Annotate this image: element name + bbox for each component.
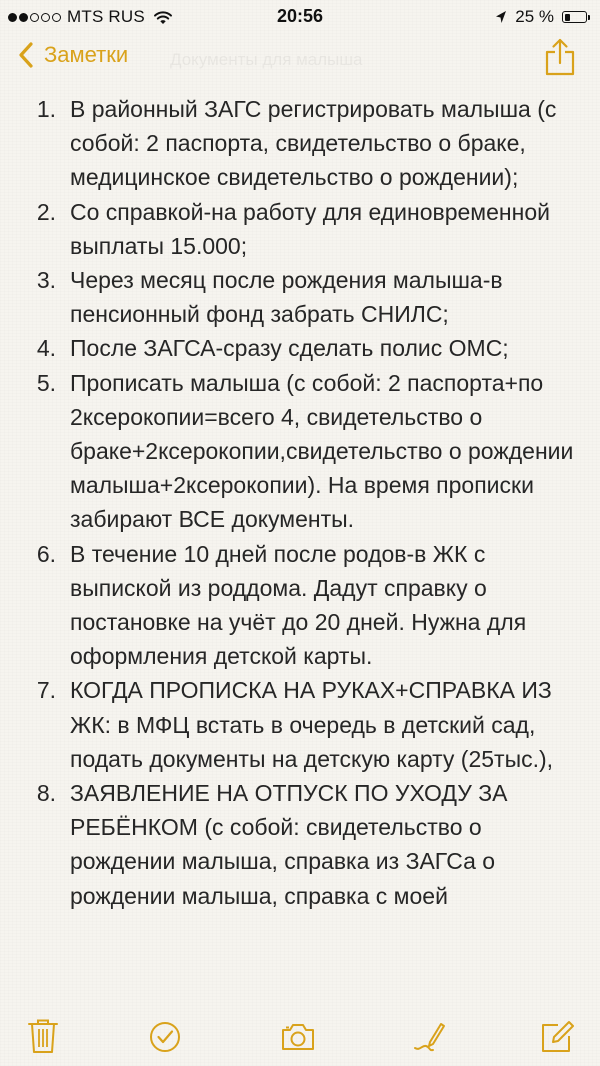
location-arrow-icon <box>495 10 507 24</box>
sketch-button[interactable] <box>412 1018 446 1054</box>
list-item-text: Со справкой-на работу для единовременной выплаты 15.000; <box>70 198 550 259</box>
list-item-number: 8. <box>36 780 56 807</box>
list-item-number: 2. <box>36 198 56 225</box>
carrier-name: MTS RUS <box>67 7 145 26</box>
battery-tip <box>588 15 590 20</box>
faded-note-title: Документы для малыша <box>170 50 363 69</box>
status-time: 20:56 <box>276 6 324 26</box>
share-button[interactable] <box>544 38 576 76</box>
list-item-number: 3. <box>36 267 56 294</box>
battery-percent: 25 % <box>515 7 554 26</box>
list-item-text: После ЗАГСА-сразу сделать полис ОМС; <box>70 335 509 362</box>
checklist-icon <box>148 1018 182 1054</box>
sketch-icon <box>412 1018 446 1054</box>
list-item-number: 7. <box>36 677 56 704</box>
list-item-number: 1. <box>36 96 56 122</box>
battery-fill <box>565 14 570 21</box>
list-item <box>0 195 586 263</box>
list-item-text: Через месяц после рождения малыша-в пенсионный фонд забрать СНИЛС; <box>70 267 503 328</box>
back-button-label: Заметки <box>44 42 129 67</box>
list-item <box>0 537 586 674</box>
list-item-text: Прописать малыша (с собой: 2 паспорта+по 2ксерокопии=всего 4, свидетельство о браке+2ксерокопии,свидетельство о рождении малыша+2ксерокопии). На время прописки забирают ВСЕ документы. <box>70 369 574 533</box>
battery-icon <box>562 11 590 23</box>
note-numbered-list <box>0 92 600 913</box>
list-item-text: В течение 10 дней после родов-в ЖК с выпиской из роддома. Дадут справку о постановке на учёт до 20 дней. Нужна для оформления детской карты. <box>70 540 527 670</box>
chevron-left-icon <box>18 42 34 68</box>
status-right <box>495 7 590 27</box>
add-photo-button[interactable] <box>280 1018 316 1054</box>
trash-icon <box>26 1018 60 1054</box>
new-note-button[interactable] <box>540 1018 574 1054</box>
list-item <box>0 673 586 776</box>
checklist-button[interactable] <box>148 1018 182 1054</box>
status-bar <box>0 0 600 34</box>
delete-button[interactable] <box>26 1018 60 1054</box>
list-item-number: 6. <box>36 540 56 567</box>
compose-icon <box>540 1018 574 1054</box>
camera-icon <box>280 1018 316 1054</box>
bottom-toolbar <box>0 1006 600 1066</box>
list-item-text: КОГДА ПРОПИСКА НА РУКАХ+СПРАВКА ИЗ ЖК: в МФЦ встать в очередь в детский сад, подать документы на детскую карту (25тыс.), <box>70 677 554 772</box>
list-item <box>0 263 586 331</box>
list-item-text: ЗАЯВЛЕНИЕ НА ОТПУСК ПО УХОДУ ЗА РЕБЁНКОМ (с собой: свидетельство о рождении малыша, справка из ЗАГСа о рождении малыша, справка с моей <box>70 780 508 909</box>
list-item-number: 5. <box>36 369 56 396</box>
list-item-text: В районный ЗАГС регистрировать малыша (с собой: 2 паспорта, свидетельство о браке, медицинское свидетельство о рождении); <box>70 96 557 191</box>
navigation-bar <box>0 34 600 88</box>
list-item <box>0 366 586 537</box>
note-body[interactable] <box>0 92 600 1066</box>
battery-body <box>562 11 587 23</box>
share-icon <box>544 38 576 76</box>
list-item <box>0 92 586 195</box>
list-item <box>0 776 586 913</box>
list-item <box>0 331 586 365</box>
back-button[interactable] <box>18 42 128 68</box>
list-item-number: 4. <box>36 335 56 362</box>
